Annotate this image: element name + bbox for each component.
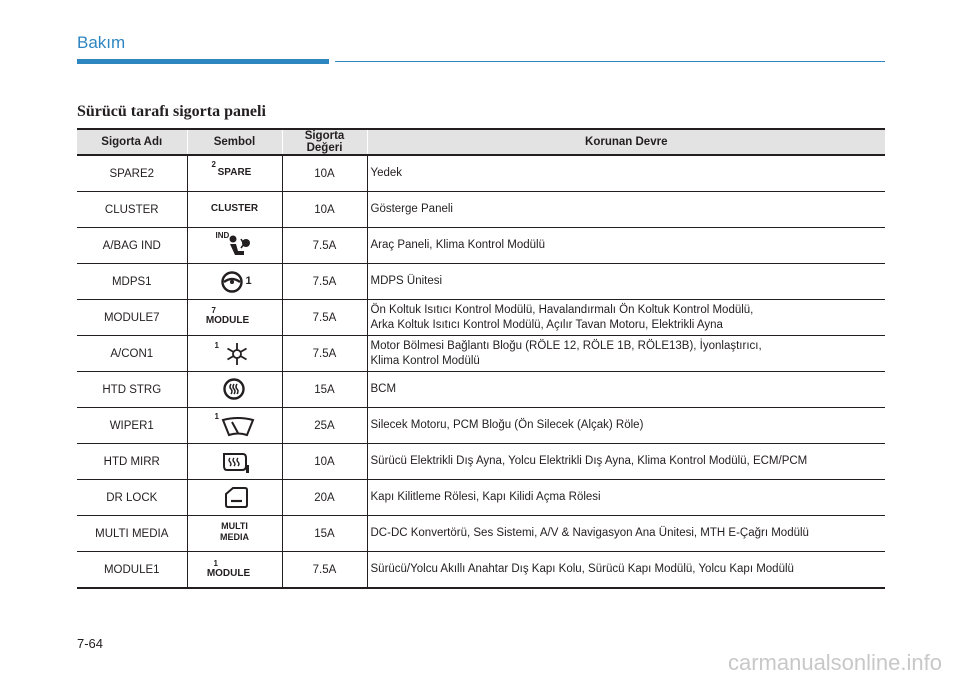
symbol-text: SPARE	[217, 167, 252, 178]
page-number: 7-64	[77, 636, 104, 651]
panel-title: Sürücü tarafı sigorta paneli	[77, 103, 266, 120]
circuit-line-1: Gösterge Paneli	[370, 203, 453, 215]
circuit-line-1: Sürücü/Yolcu Akıllı Anahtar Dış Kapı Kolu, Sürücü Kapı Modülü, Yolcu Kapı Modülü	[370, 563, 794, 575]
table-header-row	[77, 129, 885, 155]
table-row	[77, 480, 885, 516]
table-row	[77, 408, 885, 444]
table-row	[77, 155, 885, 192]
fuse-name: HTD MIRR	[77, 444, 187, 480]
heated-steering-icon	[222, 377, 246, 401]
symbol-superscript: IND	[215, 231, 230, 240]
symbol-text-line-2: MEDIA	[220, 532, 249, 542]
fuse-symbol	[187, 300, 282, 336]
header-rule-thick	[77, 59, 329, 64]
table-row	[77, 372, 885, 408]
fuse-circuit	[367, 192, 885, 228]
fuse-value: 7.5A	[282, 228, 367, 264]
fuse-value: 7.5A	[282, 336, 367, 372]
door-lock-icon	[223, 485, 249, 509]
fuse-circuit	[367, 155, 885, 192]
fuse-circuit	[367, 444, 885, 480]
fuse-name: MDPS1	[77, 264, 187, 300]
fuse-name: CLUSTER	[77, 192, 187, 228]
fuse-name: A/BAG IND	[77, 228, 187, 264]
fuse-value: 7.5A	[282, 300, 367, 336]
circuit-line-1: MDPS Ünitesi	[370, 275, 443, 287]
circuit-line-1: Yedek	[370, 167, 403, 179]
fuse-name: MODULE7	[77, 300, 187, 336]
fuse-name: A/CON1	[77, 336, 187, 372]
fuse-name: SPARE2	[77, 155, 187, 192]
fuse-circuit	[367, 480, 885, 516]
fuse-circuit	[367, 264, 885, 300]
circuit-line-1: Araç Paneli, Klima Kontrol Modülü	[370, 239, 545, 251]
fuse-circuit	[367, 228, 885, 264]
fuse-value: 10A	[282, 192, 367, 228]
fuse-symbol	[187, 192, 282, 228]
column-header-name: Sigorta Adı	[77, 129, 187, 155]
symbol-superscript: 1	[214, 341, 219, 350]
symbol-text: MODULE	[206, 568, 251, 579]
symbol-superscript: 7	[211, 306, 216, 315]
fuse-value: 10A	[282, 444, 367, 480]
table-row	[77, 192, 885, 228]
header-rule-thin	[335, 61, 885, 62]
symbol-text	[188, 521, 282, 543]
fuse-symbol	[187, 408, 282, 444]
column-header-circuit: Korunan Devre	[367, 129, 885, 155]
fuse-value: 7.5A	[282, 552, 367, 589]
circuit-line-2: Arka Koltuk Isıtıcı Kontrol Modülü, Açılır Tavan Motoru, Elektrikli Ayna	[370, 318, 723, 331]
steering-wheel-icon	[220, 270, 244, 294]
table-row	[77, 264, 885, 300]
symbol-number: 1	[245, 275, 252, 287]
wiper-icon	[221, 417, 255, 439]
fuse-circuit	[367, 300, 885, 336]
watermark: carmanualsonline.info	[727, 650, 942, 675]
fuse-name: HTD STRG	[77, 372, 187, 408]
fuse-circuit	[367, 408, 885, 444]
circuit-line-1: Silecek Motoru, PCM Bloğu (Ön Silecek (Alçak) Röle)	[370, 419, 644, 431]
fuse-symbol	[187, 155, 282, 192]
symbol-superscript: 2	[211, 160, 216, 169]
fuse-name: MODULE1	[77, 552, 187, 589]
table-row	[77, 516, 885, 552]
section-title: Bakım	[77, 33, 126, 52]
fuse-symbol	[187, 444, 282, 480]
circuit-line-1: DC-DC Konvertörü, Ses Sistemi, A/V & Navigasyon Ana Ünitesi, MTH E-Çağrı Modülü	[370, 527, 809, 539]
fuse-value: 20A	[282, 480, 367, 516]
circuit-line-1: Sürücü Elektrikli Dış Ayna, Yolcu Elektrikli Dış Ayna, Klima Kontrol Modülü, ECM/PCM	[370, 455, 808, 467]
fuse-value: 15A	[282, 372, 367, 408]
fuse-name: DR LOCK	[77, 480, 187, 516]
symbol-text: MODULE	[205, 315, 250, 326]
circuit-line-1: Ön Koltuk Isıtıcı Kontrol Modülü, Havalandırmalı Ön Koltuk Kontrol Modülü,	[370, 303, 754, 316]
fuse-symbol	[187, 552, 282, 589]
fuse-symbol	[187, 516, 282, 552]
symbol-superscript: 1	[214, 412, 219, 421]
snowflake-icon	[224, 341, 250, 367]
fuse-symbol	[187, 228, 282, 264]
symbol-text: CLUSTER	[210, 203, 259, 214]
fuse-table	[77, 128, 885, 589]
fuse-symbol	[187, 372, 282, 408]
circuit-line-1: BCM	[370, 383, 397, 395]
table-row	[77, 228, 885, 264]
circuit-line-1: Kapı Kilitleme Rölesi, Kapı Kilidi Açma Rölesi	[370, 491, 601, 503]
fuse-circuit	[367, 372, 885, 408]
symbol-text-line-1: MULTI	[221, 521, 248, 531]
table-row	[77, 300, 885, 336]
table-row	[77, 444, 885, 480]
fuse-name: WIPER1	[77, 408, 187, 444]
column-header-symbol: Sembol	[187, 129, 282, 155]
column-header-value: Sigorta Değeri	[282, 129, 367, 155]
fuse-value: 15A	[282, 516, 367, 552]
symbol-superscript: 1	[213, 559, 218, 568]
fuse-value: 7.5A	[282, 264, 367, 300]
fuse-circuit	[367, 516, 885, 552]
fuse-symbol	[187, 264, 282, 300]
heated-mirror-icon	[221, 450, 251, 474]
airbag-icon	[224, 233, 254, 261]
table-row	[77, 336, 885, 372]
fuse-symbol	[187, 336, 282, 372]
fuse-symbol	[187, 480, 282, 516]
fuse-value: 10A	[282, 155, 367, 192]
circuit-line-2: Klima Kontrol Modülü	[370, 354, 480, 367]
circuit-line-1: Motor Bölmesi Bağlantı Bloğu (RÖLE 12, RÖLE 1B, RÖLE13B), İyonlaştırıcı,	[370, 339, 762, 352]
table-row	[77, 552, 885, 589]
fuse-circuit	[367, 552, 885, 589]
fuse-name: MULTI MEDIA	[77, 516, 187, 552]
fuse-value: 25A	[282, 408, 367, 444]
fuse-circuit	[367, 336, 885, 372]
